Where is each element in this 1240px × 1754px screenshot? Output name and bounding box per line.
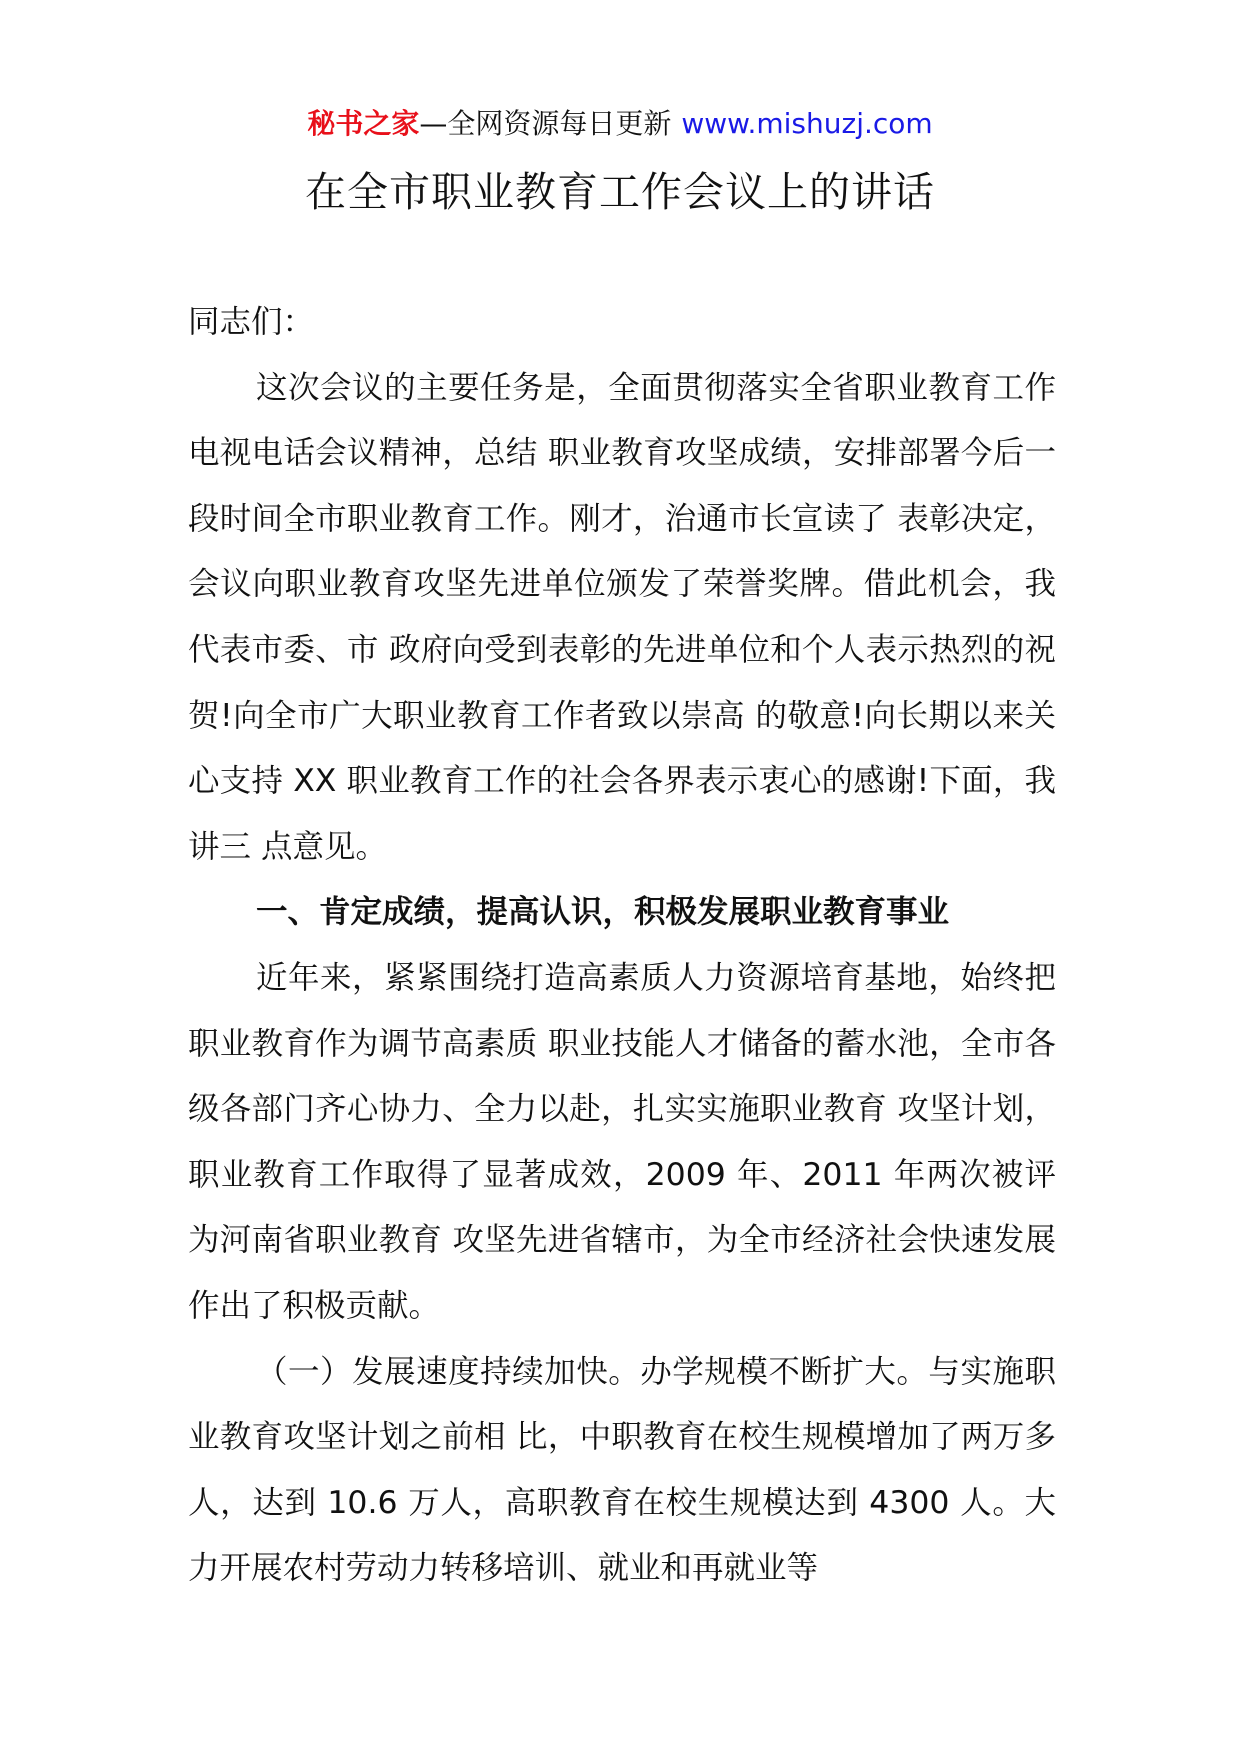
paragraph-intro: 这次会议的主要任务是，全面贯彻落实全省职业教育工作电视电话会议精神，总结 职业教育攻坚成绩，安排部署今后一段时间全市职业教育工作。刚才，治通市长宣读了 表彰决定，会议向职业教育攻坚先进单位颁发了荣誉奖牌。借此机会，我代表市委、市 政府向受到表彰的先进单位和个人表示热烈的祝贺!向全市广大职业教育工作者致以崇高 的敬意!向长期以来关心支持 XX 职业教育工作的社会各界表示衷心的感谢!下面，我讲三 点意见。 [188, 369, 1056, 865]
site-url-link[interactable]: www.mishuzj.com [681, 107, 933, 140]
section-heading-1: 一、肯定成绩，提高认识，积极发展职业教育事业 [256, 894, 950, 931]
paragraph-development-speed: （一）发展速度持续加快。办学规模不断扩大。与实施职业教育攻坚计划之前相 比，中职教育在校生规模增加了两万多人，达到 10.6 万人，高职教育在校生规模达到 4300 人。大力开展农村劳动力转移培训、就业和再就业等 [188, 1353, 1056, 1587]
document-title: 在全市职业教育工作会议上的讲话 [305, 168, 935, 216]
document-body [188, 290, 1056, 1602]
paragraph-achievements: 近年来，紧紧围绕打造高素质人力资源培育基地，始终把职业教育作为调节高素质 职业技能人才储备的蓄水池，全市各级各部门齐心协力、全力以赴，扎实实施职业教育 攻坚计划，职业教育工作取得了显著成效，2009 年、2011 年两次被评为河南省职业教育 攻坚先进省辖市，为全市经济社会快速发展作出了积极贡献。 [188, 959, 1056, 1324]
site-header [0, 104, 1240, 144]
site-brand[interactable]: 秘书之家 [307, 107, 420, 140]
site-tagline: —全网资源每日更新 [419, 107, 672, 140]
salutation: 同志们： [188, 304, 315, 340]
